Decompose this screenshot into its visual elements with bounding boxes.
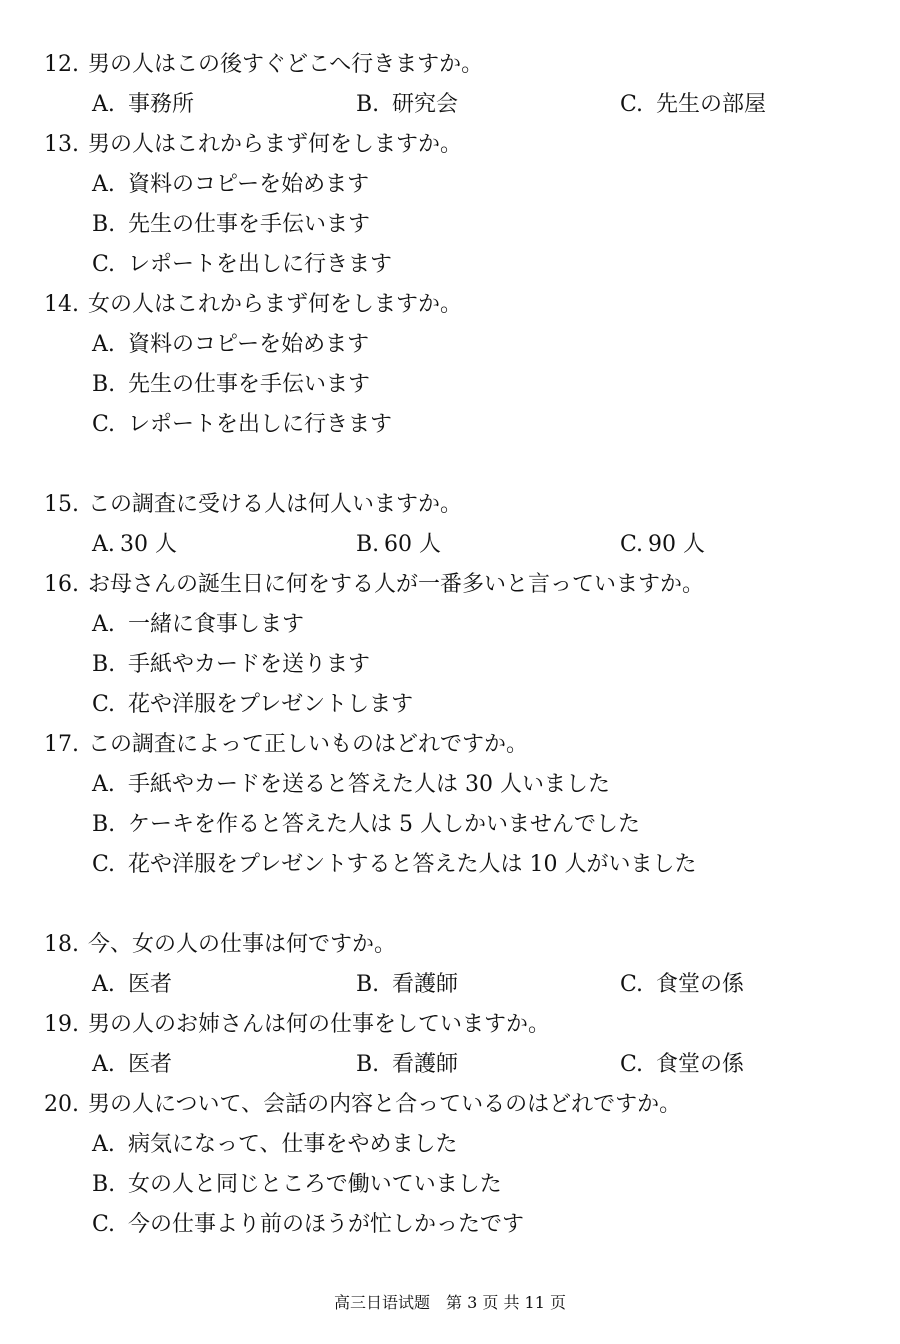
option-c bbox=[92, 250, 392, 280]
question-number: 16. bbox=[44, 572, 79, 597]
question-text: 男の人について、会話の内容と合っているのはどれですか。 bbox=[88, 1092, 682, 1117]
option-text: 30 人 bbox=[120, 532, 177, 557]
option-c bbox=[92, 850, 696, 880]
question-text: 男の人はこの後すぐどこへ行きますか。 bbox=[88, 52, 484, 77]
question-number: 15. bbox=[44, 492, 79, 517]
question-number: 20. bbox=[44, 1092, 79, 1117]
page-footer: 高三日语试题 第 3 页 共 11 页 bbox=[334, 1293, 566, 1312]
option-letter: B. bbox=[356, 972, 380, 997]
question-text: 男の人はこれからまず何をしますか。 bbox=[88, 132, 463, 157]
option-letter: B. bbox=[356, 1052, 380, 1077]
option-text: 手紙やカードを送ります bbox=[128, 652, 371, 677]
option-letter: C. bbox=[620, 972, 644, 997]
option-a bbox=[92, 1130, 458, 1160]
question-text: この調査に受ける人は何人いますか。 bbox=[88, 492, 463, 517]
question-number: 13. bbox=[44, 132, 79, 157]
option-a bbox=[92, 530, 177, 560]
option-text: 資料のコピーを始めます bbox=[128, 172, 370, 197]
option-a bbox=[92, 770, 610, 800]
question-15 bbox=[44, 490, 462, 520]
option-letter: C. bbox=[620, 92, 644, 117]
option-text: 今の仕事より前のほうが忙しかったです bbox=[128, 1212, 525, 1237]
option-text: レポートを出しに行きます bbox=[128, 412, 393, 437]
option-letter: C. bbox=[92, 852, 116, 877]
option-c bbox=[620, 970, 744, 1000]
option-letter: B. bbox=[356, 92, 380, 117]
option-a bbox=[92, 90, 194, 120]
option-letter: B. bbox=[92, 812, 116, 837]
question-text: 今、女の人の仕事は何ですか。 bbox=[88, 932, 397, 957]
option-text: 医者 bbox=[128, 972, 173, 997]
option-text: レポートを出しに行きます bbox=[128, 252, 393, 277]
option-text: 60 人 bbox=[384, 532, 441, 557]
option-text: ケーキを作ると答えた人は 5 人しかいませんでした bbox=[128, 812, 640, 837]
question-17 bbox=[44, 730, 528, 760]
option-letter: C. bbox=[620, 532, 644, 557]
option-b bbox=[92, 370, 370, 400]
option-c bbox=[620, 1050, 744, 1080]
question-number: 12. bbox=[44, 52, 79, 77]
option-text: 女の人と同じところで働いていました bbox=[128, 1172, 502, 1197]
option-text: 看護師 bbox=[392, 1052, 459, 1077]
question-16 bbox=[44, 570, 704, 600]
question-14 bbox=[44, 290, 462, 320]
question-20 bbox=[44, 1090, 681, 1120]
option-b bbox=[356, 90, 458, 120]
option-c bbox=[92, 410, 392, 440]
option-letter: B. bbox=[92, 1172, 116, 1197]
option-letter: A. bbox=[92, 612, 115, 637]
option-letter: B. bbox=[92, 212, 116, 237]
option-a bbox=[92, 170, 369, 200]
option-b bbox=[92, 210, 370, 240]
option-text: 先生の仕事を手伝います bbox=[128, 372, 371, 397]
option-text: 病気になって、仕事をやめました bbox=[128, 1132, 458, 1157]
option-b bbox=[356, 1050, 458, 1080]
option-text: 看護師 bbox=[392, 972, 459, 997]
option-letter: C. bbox=[92, 1212, 116, 1237]
option-b bbox=[92, 650, 370, 680]
question-text: この調査によって正しいものはどれですか。 bbox=[88, 732, 529, 757]
option-letter: B. bbox=[92, 652, 116, 677]
question-number: 17. bbox=[44, 732, 79, 757]
question-number: 14. bbox=[44, 292, 79, 317]
option-text: 花や洋服をプレゼントします bbox=[128, 692, 414, 717]
question-text: 女の人はこれからまず何をしますか。 bbox=[88, 292, 463, 317]
option-letter: A. bbox=[92, 772, 115, 797]
option-letter: A. bbox=[92, 972, 115, 997]
question-text: 男の人のお姉さんは何の仕事をしていますか。 bbox=[88, 1012, 551, 1037]
option-b bbox=[92, 810, 640, 840]
option-text: 手紙やカードを送ると答えた人は 30 人いました bbox=[128, 772, 610, 797]
option-letter: A. bbox=[92, 332, 115, 357]
option-letter: C. bbox=[92, 692, 116, 717]
option-letter: A. bbox=[92, 92, 115, 117]
option-text: 90 人 bbox=[648, 532, 705, 557]
option-letter: A. bbox=[92, 172, 115, 197]
option-b bbox=[356, 530, 441, 560]
option-letter: C. bbox=[620, 1052, 644, 1077]
question-18 bbox=[44, 930, 396, 960]
option-text: 研究会 bbox=[392, 92, 459, 117]
option-a bbox=[92, 610, 304, 640]
question-number: 18. bbox=[44, 932, 79, 957]
option-text: 食堂の係 bbox=[656, 972, 745, 997]
option-letter: B. bbox=[356, 532, 380, 557]
option-text: 事務所 bbox=[128, 92, 195, 117]
option-text: 先生の仕事を手伝います bbox=[128, 212, 371, 237]
option-letter: A. bbox=[92, 1052, 115, 1077]
question-19 bbox=[44, 1010, 550, 1040]
option-text: 一緒に食事します bbox=[128, 612, 305, 637]
option-letter: A. bbox=[92, 532, 115, 557]
option-b bbox=[356, 970, 458, 1000]
question-number: 19. bbox=[44, 1012, 79, 1037]
option-a bbox=[92, 970, 172, 1000]
option-letter: A. bbox=[92, 1132, 115, 1157]
option-text: 先生の部屋 bbox=[656, 92, 767, 117]
option-c bbox=[620, 530, 705, 560]
question-12 bbox=[44, 50, 483, 80]
option-c bbox=[92, 690, 413, 720]
option-text: 食堂の係 bbox=[656, 1052, 745, 1077]
question-13 bbox=[44, 130, 462, 160]
option-letter: B. bbox=[92, 372, 116, 397]
option-c bbox=[620, 90, 766, 120]
option-a bbox=[92, 330, 369, 360]
option-a bbox=[92, 1050, 172, 1080]
option-text: 花や洋服をプレゼントすると答えた人は 10 人がいました bbox=[128, 852, 697, 877]
option-c bbox=[92, 1210, 524, 1240]
option-text: 医者 bbox=[128, 1052, 173, 1077]
question-text: お母さんの誕生日に何をする人が一番多いと言っていますか。 bbox=[88, 572, 705, 597]
option-letter: C. bbox=[92, 412, 116, 437]
option-letter: C. bbox=[92, 252, 116, 277]
option-text: 資料のコピーを始めます bbox=[128, 332, 370, 357]
option-b bbox=[92, 1170, 502, 1200]
